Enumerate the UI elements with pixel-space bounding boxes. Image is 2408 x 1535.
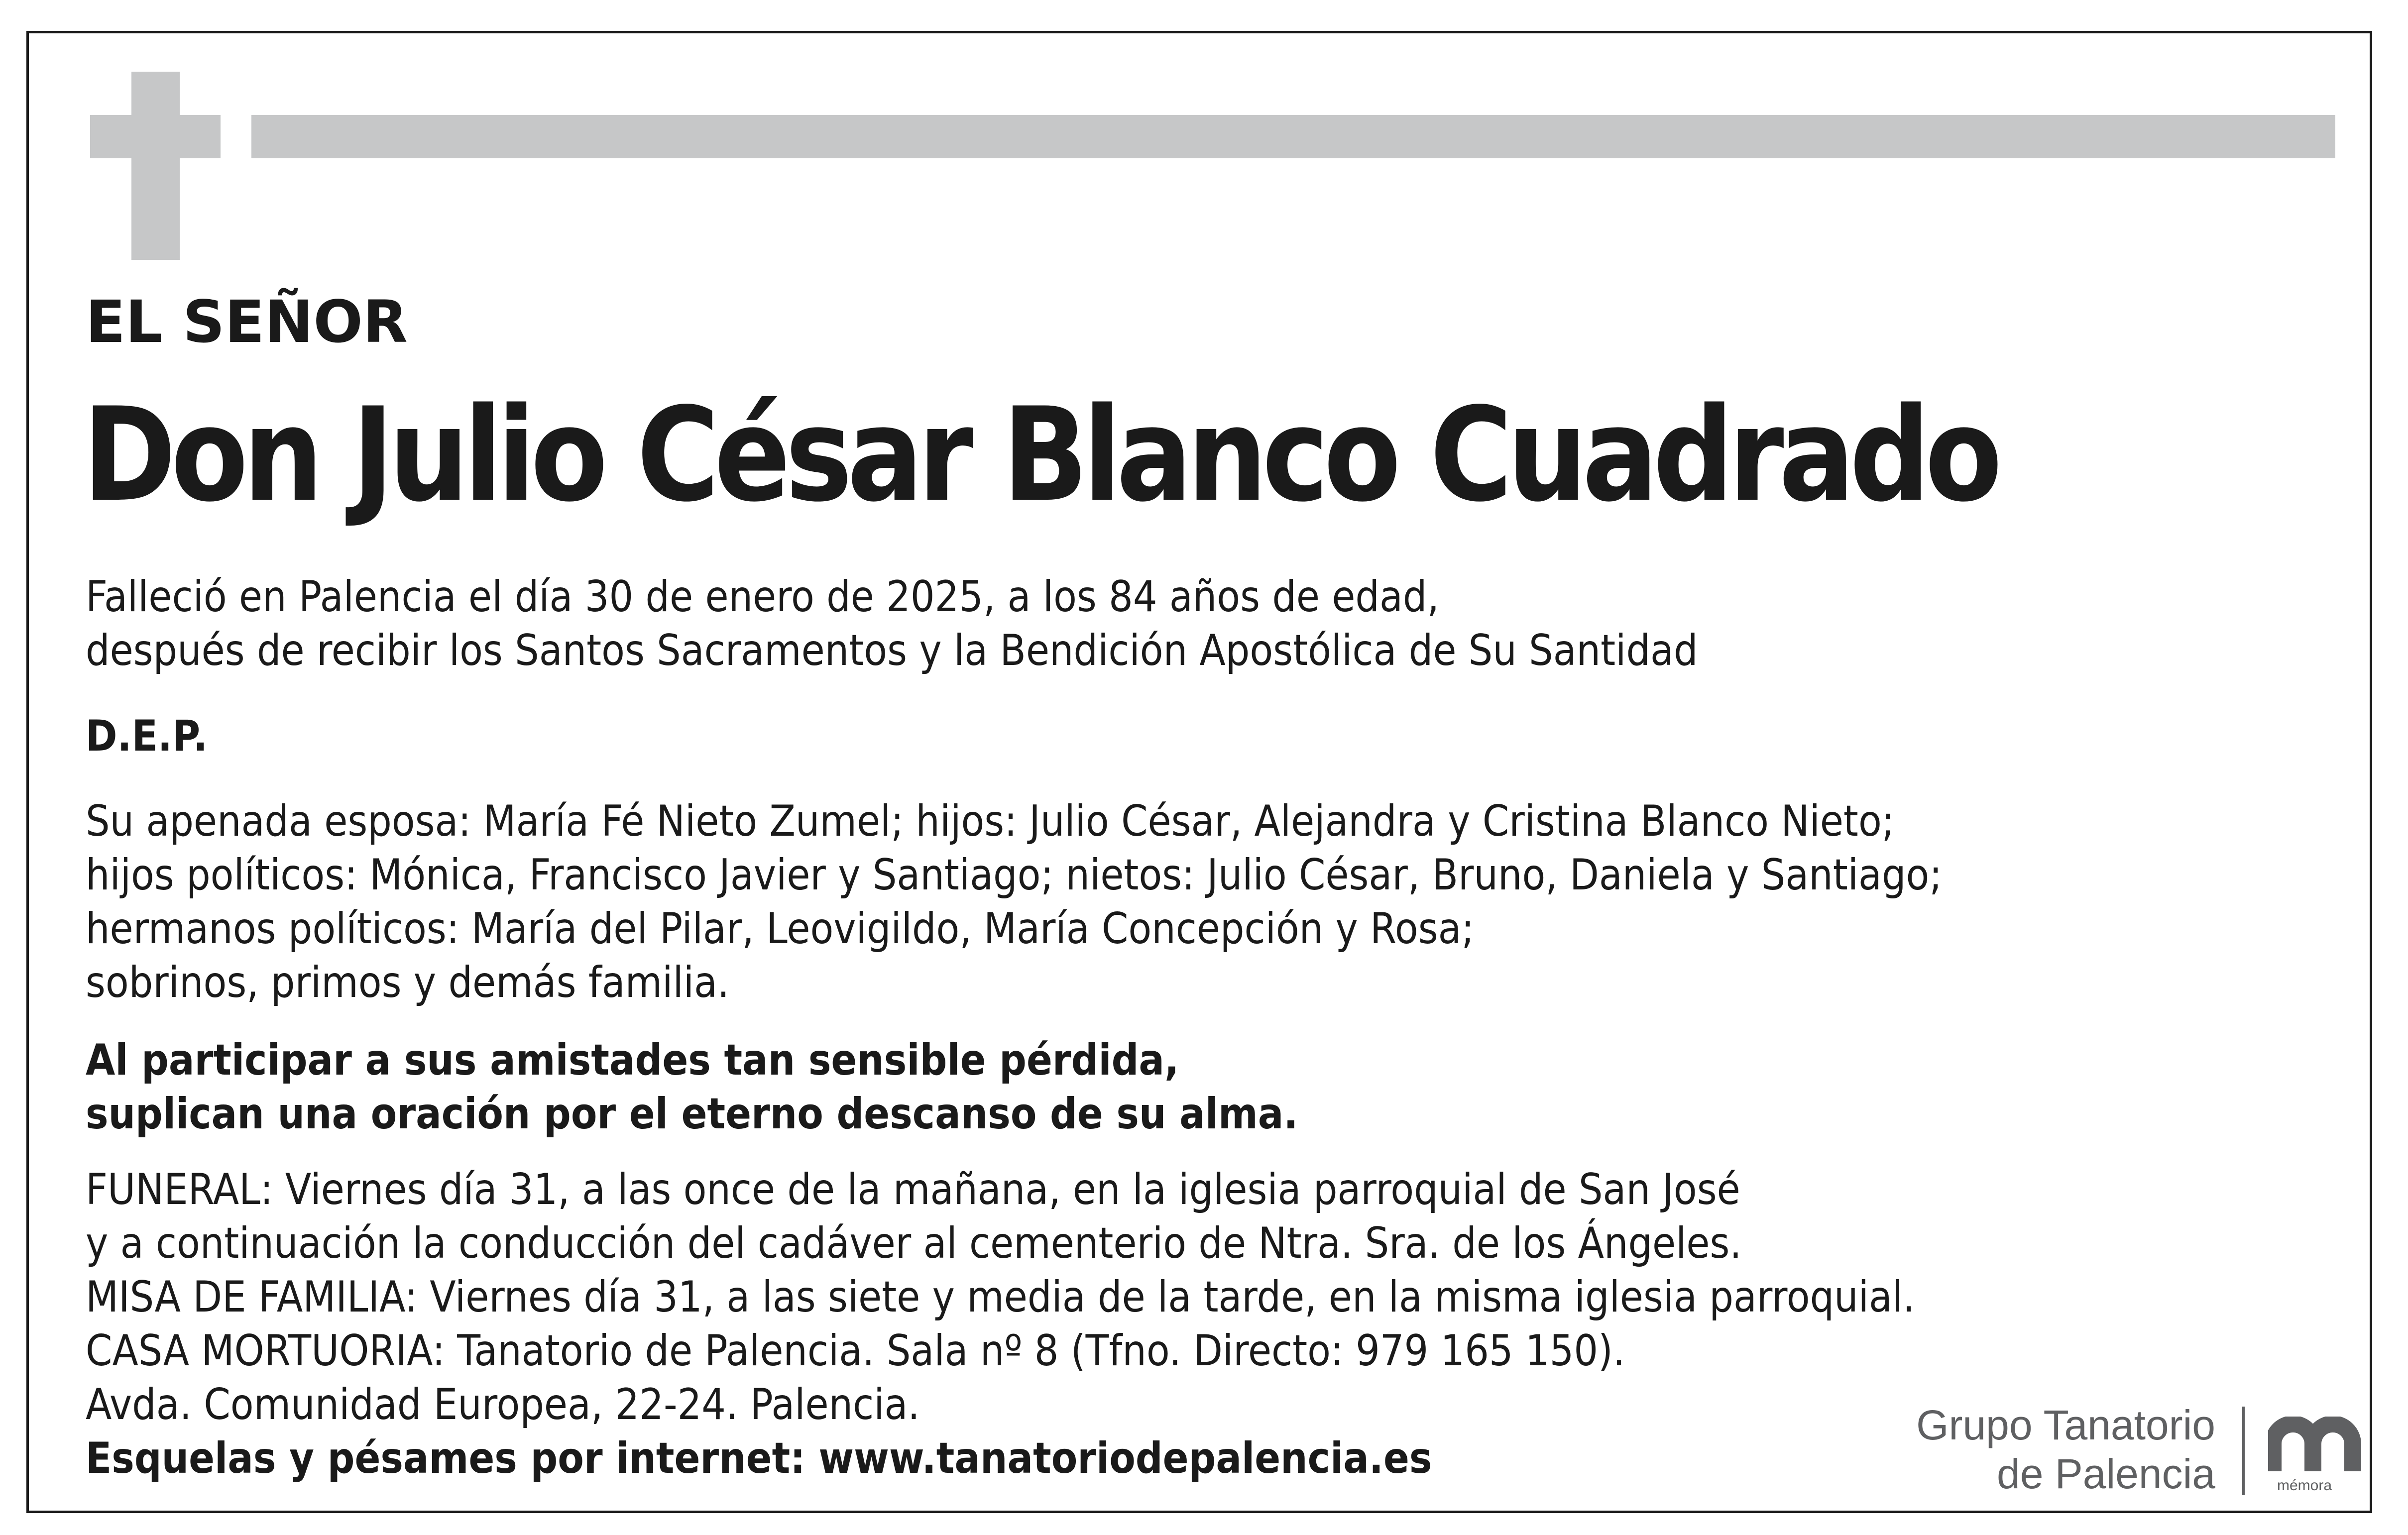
cross-icon xyxy=(131,72,180,260)
family-line: hermanos políticos: María del Pilar, Leovigildo, María Concepción y Rosa; xyxy=(86,904,1475,954)
cross-icon-arm xyxy=(90,115,221,158)
prayer-line: suplican una oración por el eterno descanso de su alma. xyxy=(86,1089,1298,1139)
prayer-line: Al participar a sus amistades tan sensible pérdida, xyxy=(86,1035,1179,1085)
family-list xyxy=(86,794,1942,1009)
memora-logo-icon xyxy=(2268,1417,2363,1476)
death-notice-line: después de recibir los Santos Sacramentos y la Bendición Apostólica de Su Santidad xyxy=(86,626,1698,675)
funeral-home-name xyxy=(1887,1401,2215,1498)
death-notice xyxy=(86,570,1698,677)
logo-divider xyxy=(2242,1407,2245,1495)
funeral-home-line: Grupo Tanatorio xyxy=(1916,1402,2215,1448)
service-line: Avda. Comunidad Europea, 22-24. Palencia. xyxy=(86,1380,920,1429)
memora-brand-label: mémora xyxy=(2277,1477,2332,1494)
family-line: sobrinos, primos y demás familia. xyxy=(86,958,730,1007)
funeral-home-line: de Palencia xyxy=(1997,1450,2215,1497)
service-details xyxy=(86,1163,1915,1485)
dep-label: D.E.P. xyxy=(86,711,208,761)
internet-condolences: Esquelas y pésames por internet: www.tanatoriodepalencia.es xyxy=(86,1433,1432,1483)
deceased-name: Don Julio César Blanco Cuadrado xyxy=(83,380,1997,531)
honorific-heading: EL SEÑOR xyxy=(86,288,408,356)
family-line: Su apenada esposa: María Fé Nieto Zumel; hijos: Julio César, Alejandra y Cristina Blanco Nieto; xyxy=(86,796,1895,846)
dep-abbreviation xyxy=(86,709,208,763)
service-line: y a continuación la conducción del cadáver al cementerio de Ntra. Sra. de los Ángeles. xyxy=(86,1218,1742,1268)
header-rule xyxy=(251,115,2335,158)
family-line: hijos políticos: Mónica, Francisco Javier y Santiago; nietos: Julio César, Bruno, Daniela y Santiago; xyxy=(86,850,1943,900)
service-line: CASA MORTUORIA: Tanatorio de Palencia. Sala nº 8 (Tfno. Directo: 979 165 150). xyxy=(86,1326,1625,1376)
service-line: FUNERAL: Viernes día 31, a las once de la mañana, en la iglesia parroquial de San José xyxy=(86,1165,1740,1214)
death-notice-line: Falleció en Palencia el día 30 de enero de 2025, a los 84 años de edad, xyxy=(86,572,1439,622)
prayer-request xyxy=(86,1033,1298,1141)
service-line: MISA DE FAMILIA: Viernes día 31, a las siete y media de la tarde, en la misma iglesia parroquial. xyxy=(86,1272,1915,1322)
